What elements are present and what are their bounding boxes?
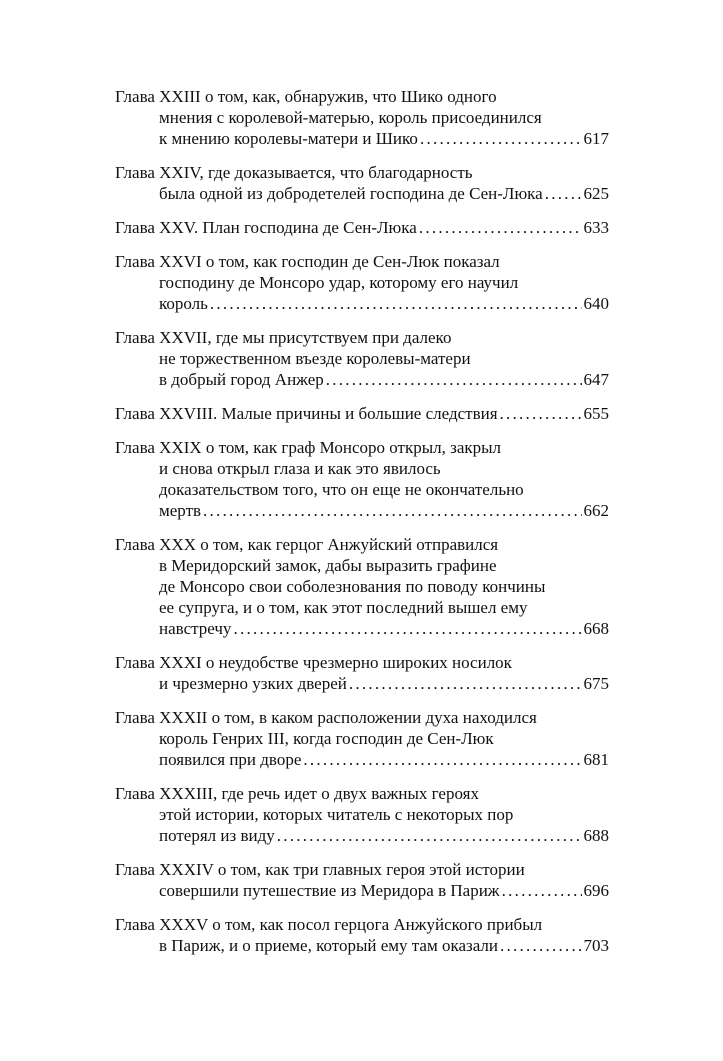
toc-entry-line: Глава XXV. План господина де Сен-Люка [115,218,417,237]
toc-entry-line: навстречу [159,619,232,638]
toc-entry-line: Глава XXXIII, где речь идет о двух важных героях [115,784,479,803]
toc-entry-line: в Меридорский замок, дабы выразить графине [159,556,497,575]
toc-entry [115,534,609,639]
toc-entry-final-line [115,293,609,314]
toc-entry-line: Глава XXXV о том, как посол герцога Анжуйского прибыл [115,915,543,934]
toc-entry-line: Глава XXXI о неудобстве чрезмерно широких носилок [115,653,512,672]
toc-entry [115,327,609,390]
table-of-contents [115,86,609,969]
toc-entry-final-line [115,749,609,770]
toc-entry [115,162,609,204]
toc-entry-line: совершили путешествие из Меридора в Париж [159,881,500,900]
page-number: 633 [583,218,609,237]
dot-leader [277,825,582,846]
toc-entry [115,251,609,314]
toc-entry-final-line [115,403,609,424]
toc-entry-line: Глава XXIX о том, как граф Монсоро открыл, закрыл [115,438,502,457]
toc-entry [115,217,609,238]
toc-entry-line: в добрый город Анжер [159,370,324,389]
page-number: 688 [583,826,609,845]
toc-entry-final-line [115,618,609,639]
dot-leader [545,183,582,204]
toc-entry-line: Глава XXX о том, как герцог Анжуйский отправился [115,535,499,554]
toc-entry [115,652,609,694]
toc-entry-final-line [115,825,609,846]
dot-leader [502,880,582,901]
toc-entry-final-line [115,880,609,901]
toc-entry-final-line [115,128,609,149]
toc-entry-line: этой истории, которых читатель с некоторых пор [159,805,514,824]
toc-entry [115,437,609,521]
toc-entry-line: была одной из добродетелей господина де Сен-Люка [159,184,543,203]
page-number: 655 [583,404,609,423]
page-number: 668 [583,619,609,638]
toc-entry [115,783,609,846]
toc-entry-line: доказательством того, что он еще не окончательно [159,480,524,499]
toc-entry-line: Глава XXXIV о том, как три главных героя этой истории [115,860,525,879]
page-number: 647 [583,370,609,389]
dot-leader [500,935,581,956]
toc-entry-line: в Париж, и о приеме, который ему там оказали [159,936,499,955]
page-number: 640 [583,294,609,313]
dot-leader [326,369,582,390]
toc-entry-line: Глава XXVII, где мы присутствуем при далеко [115,328,452,347]
page-number: 681 [583,750,609,769]
toc-entry-final-line [115,217,609,238]
toc-entry-line: мертв [159,501,202,520]
toc-entry-line: господину де Монсоро удар, которому его научил [159,273,519,292]
toc-entry-final-line [115,673,609,694]
dot-leader [420,128,582,149]
toc-entry-final-line [115,183,609,204]
dot-leader [233,618,581,639]
toc-entry-final-line [115,369,609,390]
dot-leader [203,500,581,521]
page-number: 703 [583,936,609,955]
toc-entry-line: и снова открыл глаза и как это явилось [159,459,441,478]
dot-leader [210,293,582,314]
toc-entry-line: Глава XXVI о том, как господин де Сен-Люк показал [115,252,500,271]
toc-entry-final-line [115,500,609,521]
toc-entry-line: ее супруга, и о том, как этот последний вышел ему [159,598,528,617]
toc-entry-line: Глава XXIII о том, как, обнаружив, что Шико одного [115,87,497,106]
toc-entry-line: мнения с королевой-матерью, король присоединился [159,108,542,127]
toc-entry-line: Глава XXIV, где доказывается, что благодарность [115,163,473,182]
toc-entry-line: и чрезмерно узких дверей [159,674,347,693]
toc-entry-line: король Генрих III, когда господин де Сен-Люк [159,729,494,748]
toc-entry-line: к мнению королевы-матери и Шико [159,129,418,148]
page-number: 675 [583,674,609,693]
dot-leader [303,749,581,770]
page-number: 625 [583,184,609,203]
toc-entry [115,859,609,901]
page-number: 617 [583,129,609,148]
toc-entry-line: король [159,294,208,313]
page-number: 696 [583,881,609,900]
toc-entry-line: де Монсоро свои соболезнования по поводу кончины [159,577,546,596]
toc-entry [115,86,609,149]
toc-entry [115,914,609,956]
page-number: 662 [583,501,609,520]
dot-leader [500,403,582,424]
dot-leader [419,217,582,238]
toc-entry-line: потерял из виду [159,826,275,845]
toc-entry [115,707,609,770]
toc-entry-line: появился при дворе [159,750,302,769]
toc-entry-line: Глава XXXII о том, в каком расположении духа находился [115,708,537,727]
toc-entry-line: не торжественном въезде королевы-матери [159,349,471,368]
toc-entry [115,403,609,424]
toc-entry-final-line [115,935,609,956]
dot-leader [349,673,582,694]
toc-entry-line: Глава XXVIII. Малые причины и большие следствия [115,404,498,423]
